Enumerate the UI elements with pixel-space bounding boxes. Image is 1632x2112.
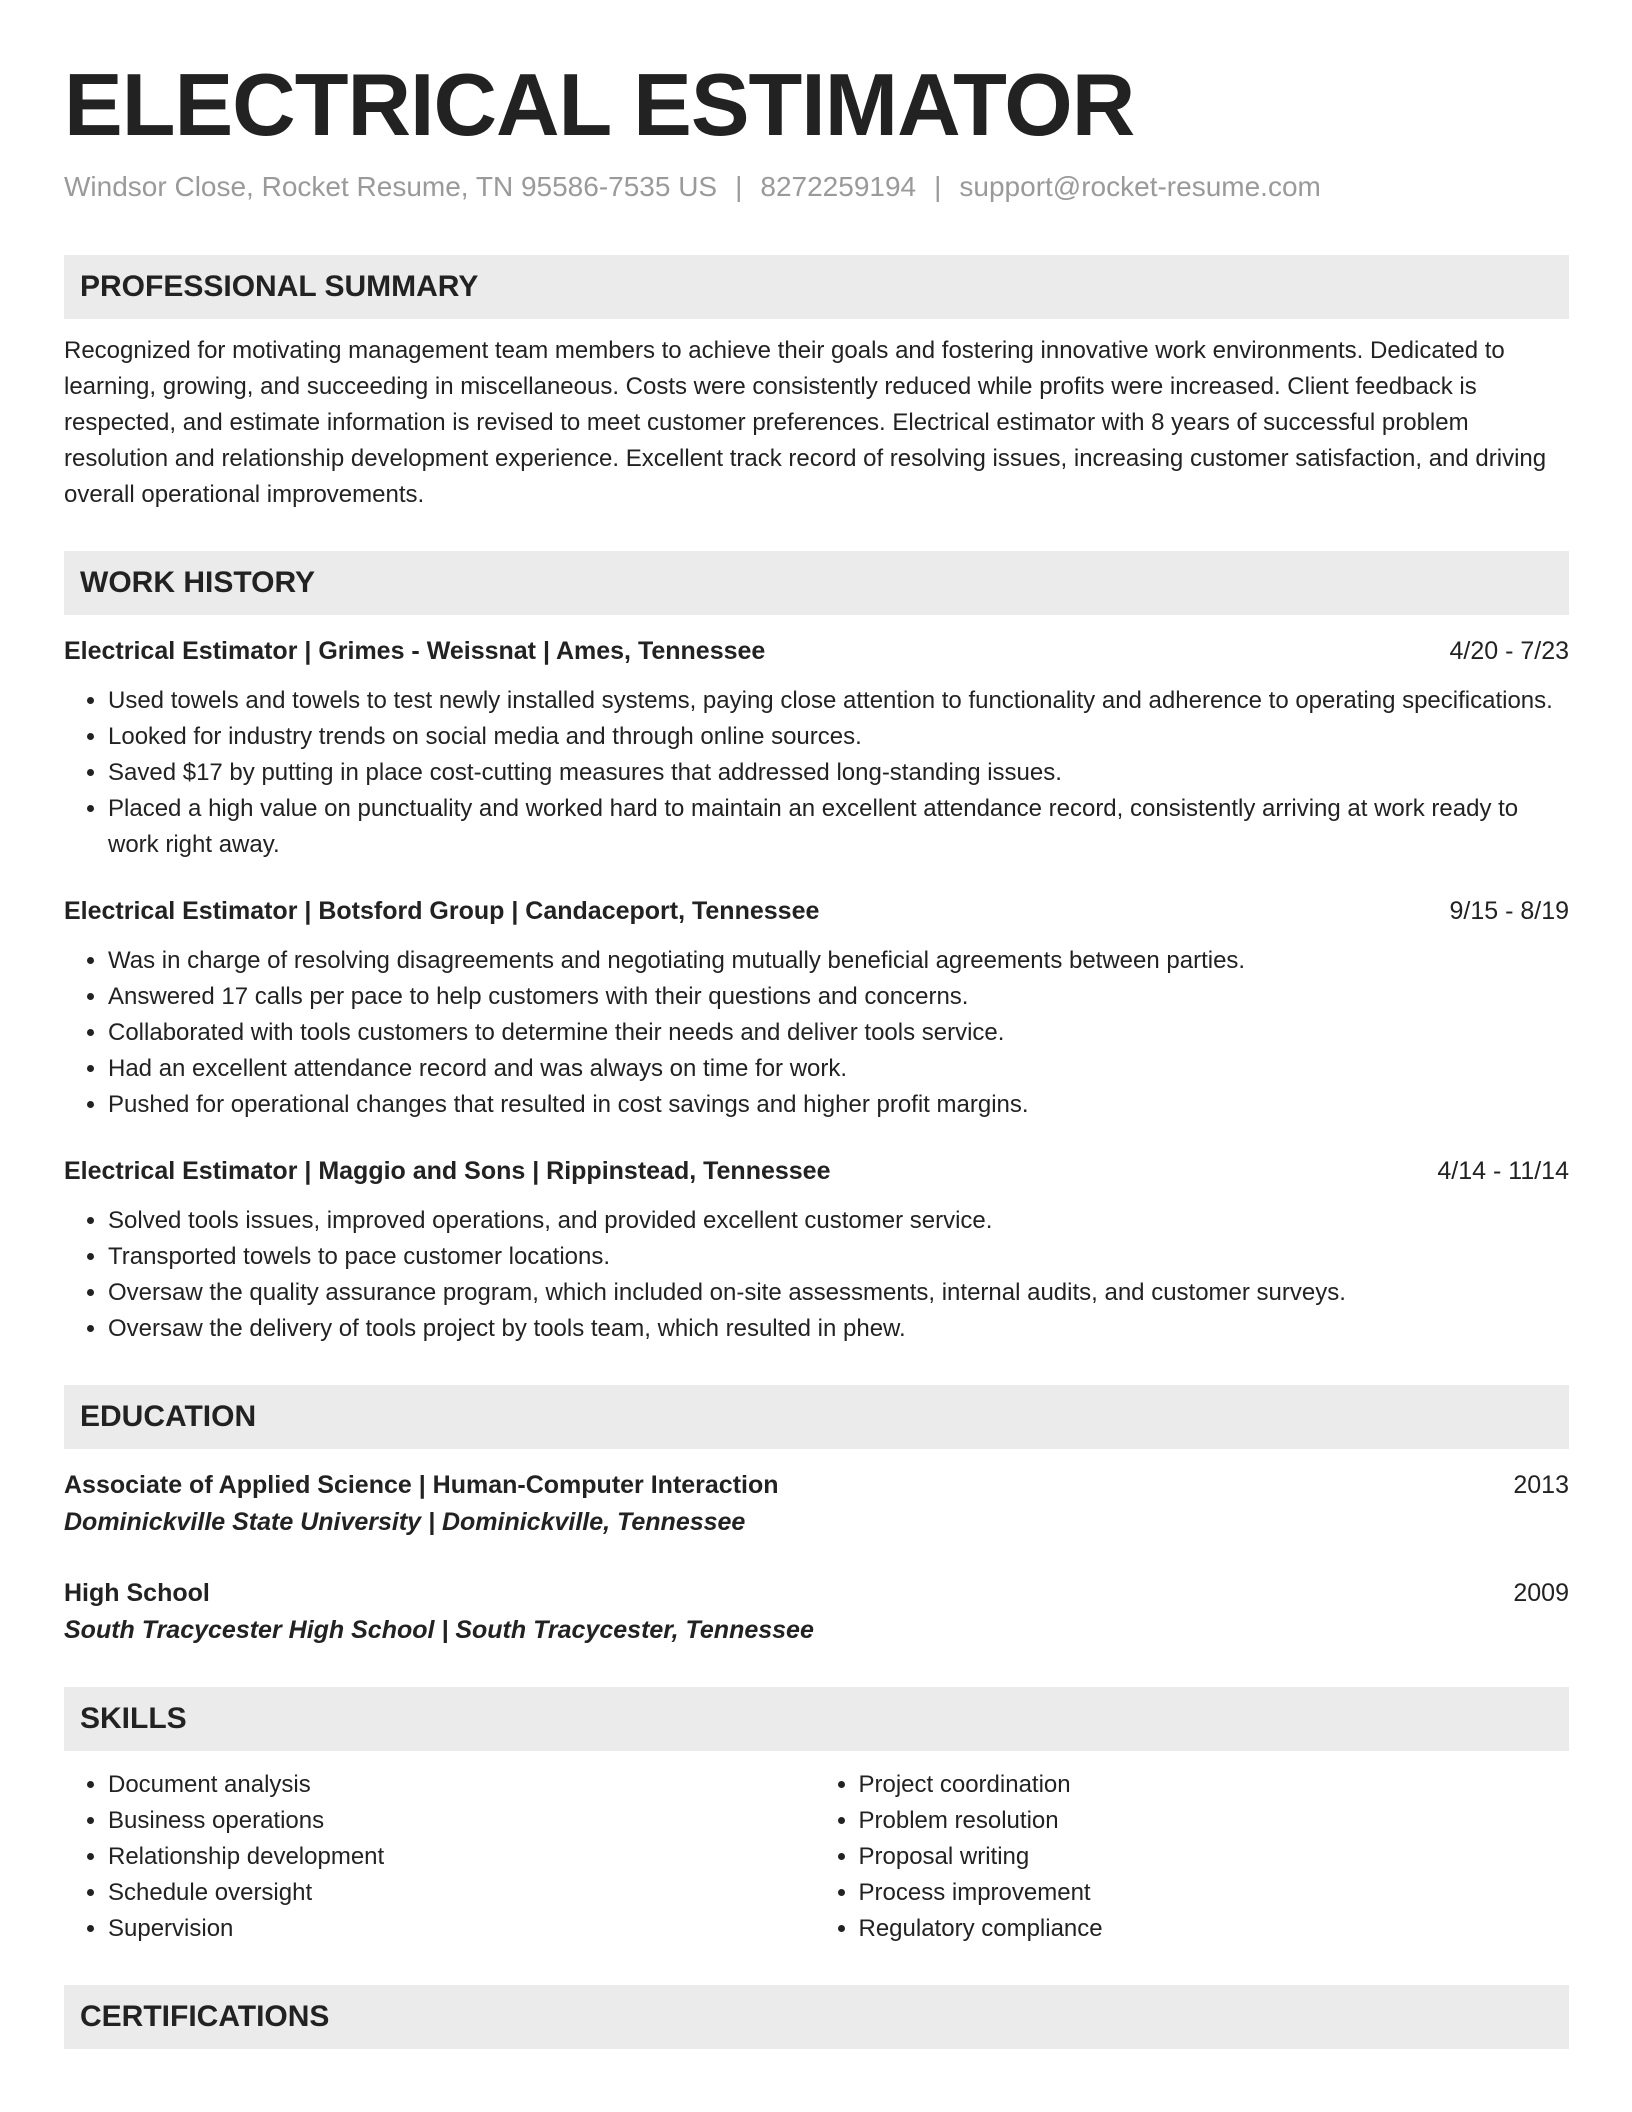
contact-address: Windsor Close, Rocket Resume, TN 95586-7535 US	[64, 171, 718, 202]
job-dates: 4/20 - 7/23	[1449, 637, 1569, 665]
skill-item: • Project coordination	[859, 1767, 1568, 1803]
contact-separator: |	[735, 171, 743, 202]
education-header	[64, 1467, 1569, 1503]
education-header	[64, 1575, 1569, 1611]
skill-item: • Regulatory compliance	[859, 1911, 1568, 1947]
skills-column-left	[64, 1767, 817, 1947]
job-dates: 4/14 - 11/14	[1437, 1157, 1569, 1185]
job-title: Electrical Estimator | Maggio and Sons | Rippinstead, Tennessee	[64, 1157, 831, 1185]
education-entry	[64, 1467, 1569, 1541]
skill-item: • Process improvement	[859, 1875, 1568, 1911]
job-bullet: • Pushed for operational changes that resulted in cost savings and higher profit margins.	[108, 1087, 1569, 1123]
education-degree: High School	[64, 1579, 210, 1607]
skill-item: • Document analysis	[108, 1767, 817, 1803]
summary-text: Recognized for motivating management team members to achieve their goals and fostering innovative work environments. Dedicated to learning, growing, and succeeding in miscellaneous. Costs were consistently reduced while profits were increased. Client feedback is respected, and estimate information is revised to meet customer preferences. Electrical estimator with 8 years of successful problem resolution and relationship development experience. Excellent track record of resolving issues, increasing customer satisfaction, and driving overall operational improvements.	[64, 337, 1547, 508]
section-header-education: EDUCATION	[64, 1385, 1569, 1449]
contact-separator: |	[934, 171, 942, 202]
job-header	[64, 1153, 1569, 1189]
job-bullets	[64, 683, 1569, 863]
contact-line	[64, 169, 1569, 205]
job-bullet: • Looked for industry trends on social media and through online sources.	[108, 719, 1569, 755]
job-bullet: • Transported towels to pace customer locations.	[108, 1239, 1569, 1275]
job-bullet: • Answered 17 calls per pace to help customers with their questions and concerns.	[108, 979, 1569, 1015]
skill-item: • Relationship development	[108, 1839, 817, 1875]
job-header	[64, 893, 1569, 929]
job-header	[64, 633, 1569, 669]
job-bullet: • Solved tools issues, improved operations, and provided excellent customer service.	[108, 1203, 1569, 1239]
skill-item: • Schedule oversight	[108, 1875, 817, 1911]
section-header-skills: SKILLS	[64, 1687, 1569, 1751]
job-bullet: • Oversaw the delivery of tools project by tools team, which resulted in phew.	[108, 1311, 1569, 1347]
job-bullet: • Oversaw the quality assurance program, which included on-site assessments, internal audits, and customer surveys.	[108, 1275, 1569, 1311]
skills-list	[64, 1767, 1569, 1947]
job-bullet: • Had an excellent attendance record and was always on time for work.	[108, 1051, 1569, 1087]
job-bullets	[64, 1203, 1569, 1347]
skill-item: • Supervision	[108, 1911, 817, 1947]
job-entry	[64, 633, 1569, 863]
skill-item: • Problem resolution	[859, 1803, 1568, 1839]
job-bullets	[64, 943, 1569, 1123]
job-bullet: • Used towels and towels to test newly installed systems, paying close attention to functionality and adherence to operating specifications.	[108, 683, 1569, 719]
education-entry	[64, 1575, 1569, 1649]
job-entry	[64, 1153, 1569, 1347]
job-bullet: • Saved $17 by putting in place cost-cutting measures that addressed long-standing issues.	[108, 755, 1569, 791]
skill-item: • Proposal writing	[859, 1839, 1568, 1875]
candidate-title: ELECTRICAL ESTIMATOR	[64, 55, 1135, 154]
skills-column-right	[815, 1767, 1568, 1947]
section-header-summary: PROFESSIONAL SUMMARY	[64, 255, 1569, 319]
job-dates: 9/15 - 8/19	[1449, 897, 1569, 925]
job-bullet: • Collaborated with tools customers to determine their needs and deliver tools service.	[108, 1015, 1569, 1051]
contact-phone: 8272259194	[760, 171, 917, 202]
education-school: Dominickville State University | Dominickville, Tennessee	[64, 1508, 746, 1536]
skill-item: • Business operations	[108, 1803, 817, 1839]
job-title: Electrical Estimator | Grimes - Weissnat | Ames, Tennessee	[64, 637, 766, 665]
education-year: 2009	[1513, 1579, 1569, 1607]
section-header-work-history: WORK HISTORY	[64, 551, 1569, 615]
section-header-certifications: CERTIFICATIONS	[64, 1985, 1569, 2049]
education-degree: Associate of Applied Science | Human-Computer Interaction	[64, 1471, 779, 1499]
job-bullet: • Placed a high value on punctuality and worked hard to maintain an excellent attendance record, consistently arriving at work ready to work right away.	[108, 791, 1569, 863]
job-entry	[64, 893, 1569, 1123]
education-year: 2013	[1513, 1471, 1569, 1499]
contact-email[interactable]: support@rocket-resume.com	[959, 171, 1321, 202]
job-title: Electrical Estimator | Botsford Group | Candaceport, Tennessee	[64, 897, 820, 925]
education-school: South Tracycester High School | South Tracycester, Tennessee	[64, 1616, 814, 1644]
job-bullet: • Was in charge of resolving disagreements and negotiating mutually beneficial agreements between parties.	[108, 943, 1569, 979]
